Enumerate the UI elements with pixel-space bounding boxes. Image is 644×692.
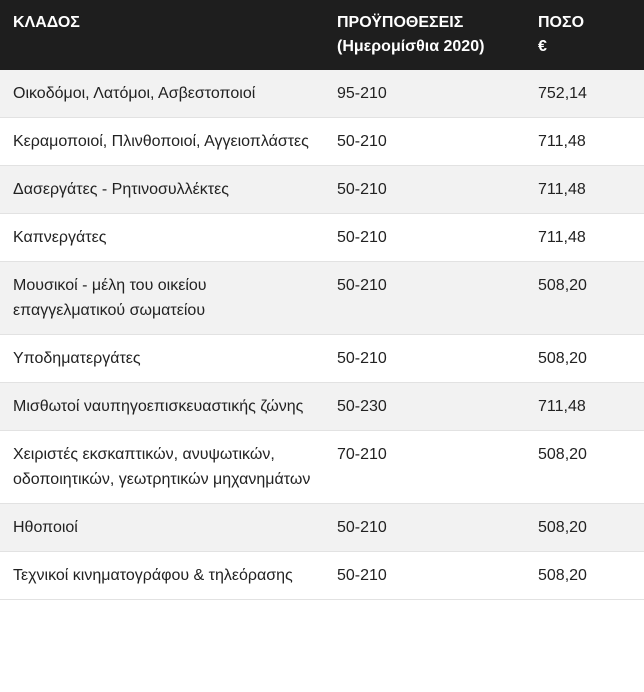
- cell-requirements: 50-210: [325, 166, 526, 214]
- table-row: [0, 70, 644, 118]
- cell-requirements: 50-210: [325, 214, 526, 262]
- cell-requirements: 70-210: [325, 431, 526, 504]
- cell-requirements: 95-210: [325, 70, 526, 118]
- header-requirements-label: ΠΡΟΫΠΟΘΕΣΕΙΣ: [337, 14, 464, 31]
- cell-sector: Μισθωτοί ναυπηγοεπισκευαστικής ζώνης: [0, 383, 325, 431]
- cell-amount: 752,14: [526, 70, 644, 118]
- cell-sector: Δασεργάτες - Ρητινοσυλλέκτες: [0, 166, 325, 214]
- header-amount-label: ΠΟΣΟ: [538, 14, 585, 31]
- header-sector: [0, 0, 325, 70]
- cell-amount: 508,20: [526, 431, 644, 504]
- cell-requirements: 50-210: [325, 335, 526, 383]
- cell-amount: 711,48: [526, 214, 644, 262]
- header-amount: [526, 0, 644, 70]
- table-row: [0, 552, 644, 600]
- cell-sector: Οικοδόμοι, Λατόμοι, Ασβεστοποιοί: [0, 70, 325, 118]
- cell-amount: 508,20: [526, 504, 644, 552]
- cell-sector: Τεχνικοί κινηματογράφου & τηλεόρασης: [0, 552, 325, 600]
- cell-requirements: 50-210: [325, 552, 526, 600]
- header-row: [0, 0, 644, 70]
- table-body: [0, 70, 644, 600]
- table-row: [0, 383, 644, 431]
- table-header: [0, 0, 644, 70]
- header-requirements: [325, 0, 526, 70]
- header-requirements-sublabel: (Ημερομίσθια 2020): [337, 38, 485, 55]
- cell-amount: 508,20: [526, 262, 644, 335]
- cell-sector: Καπνεργάτες: [0, 214, 325, 262]
- cell-amount: 711,48: [526, 383, 644, 431]
- table-row: [0, 431, 644, 504]
- cell-requirements: 50-230: [325, 383, 526, 431]
- table-row: [0, 118, 644, 166]
- cell-sector: Υποδηματεργάτες: [0, 335, 325, 383]
- cell-amount: 508,20: [526, 552, 644, 600]
- table-row: [0, 262, 644, 335]
- cell-requirements: 50-210: [325, 504, 526, 552]
- header-amount-currency: €: [538, 38, 547, 55]
- cell-requirements: 50-210: [325, 118, 526, 166]
- header-sector-label: ΚΛΑΔΟΣ: [13, 14, 80, 31]
- cell-amount: 508,20: [526, 335, 644, 383]
- table-row: [0, 166, 644, 214]
- table-row: [0, 504, 644, 552]
- cell-sector: Χειριστές εκσκαπτικών, ανυψωτικών, οδοποιητικών, γεωτρητικών μηχανημάτων: [0, 431, 325, 504]
- cell-requirements: 50-210: [325, 262, 526, 335]
- cell-amount: 711,48: [526, 118, 644, 166]
- cell-sector: Ηθοποιοί: [0, 504, 325, 552]
- table-row: [0, 214, 644, 262]
- cell-sector: Κεραμοποιοί, Πλινθοποιοί, Αγγειοπλάστες: [0, 118, 325, 166]
- cell-amount: 711,48: [526, 166, 644, 214]
- cell-sector: Μουσικοί - μέλη του οικείου επαγγελματικού σωματείου: [0, 262, 325, 335]
- table-row: [0, 335, 644, 383]
